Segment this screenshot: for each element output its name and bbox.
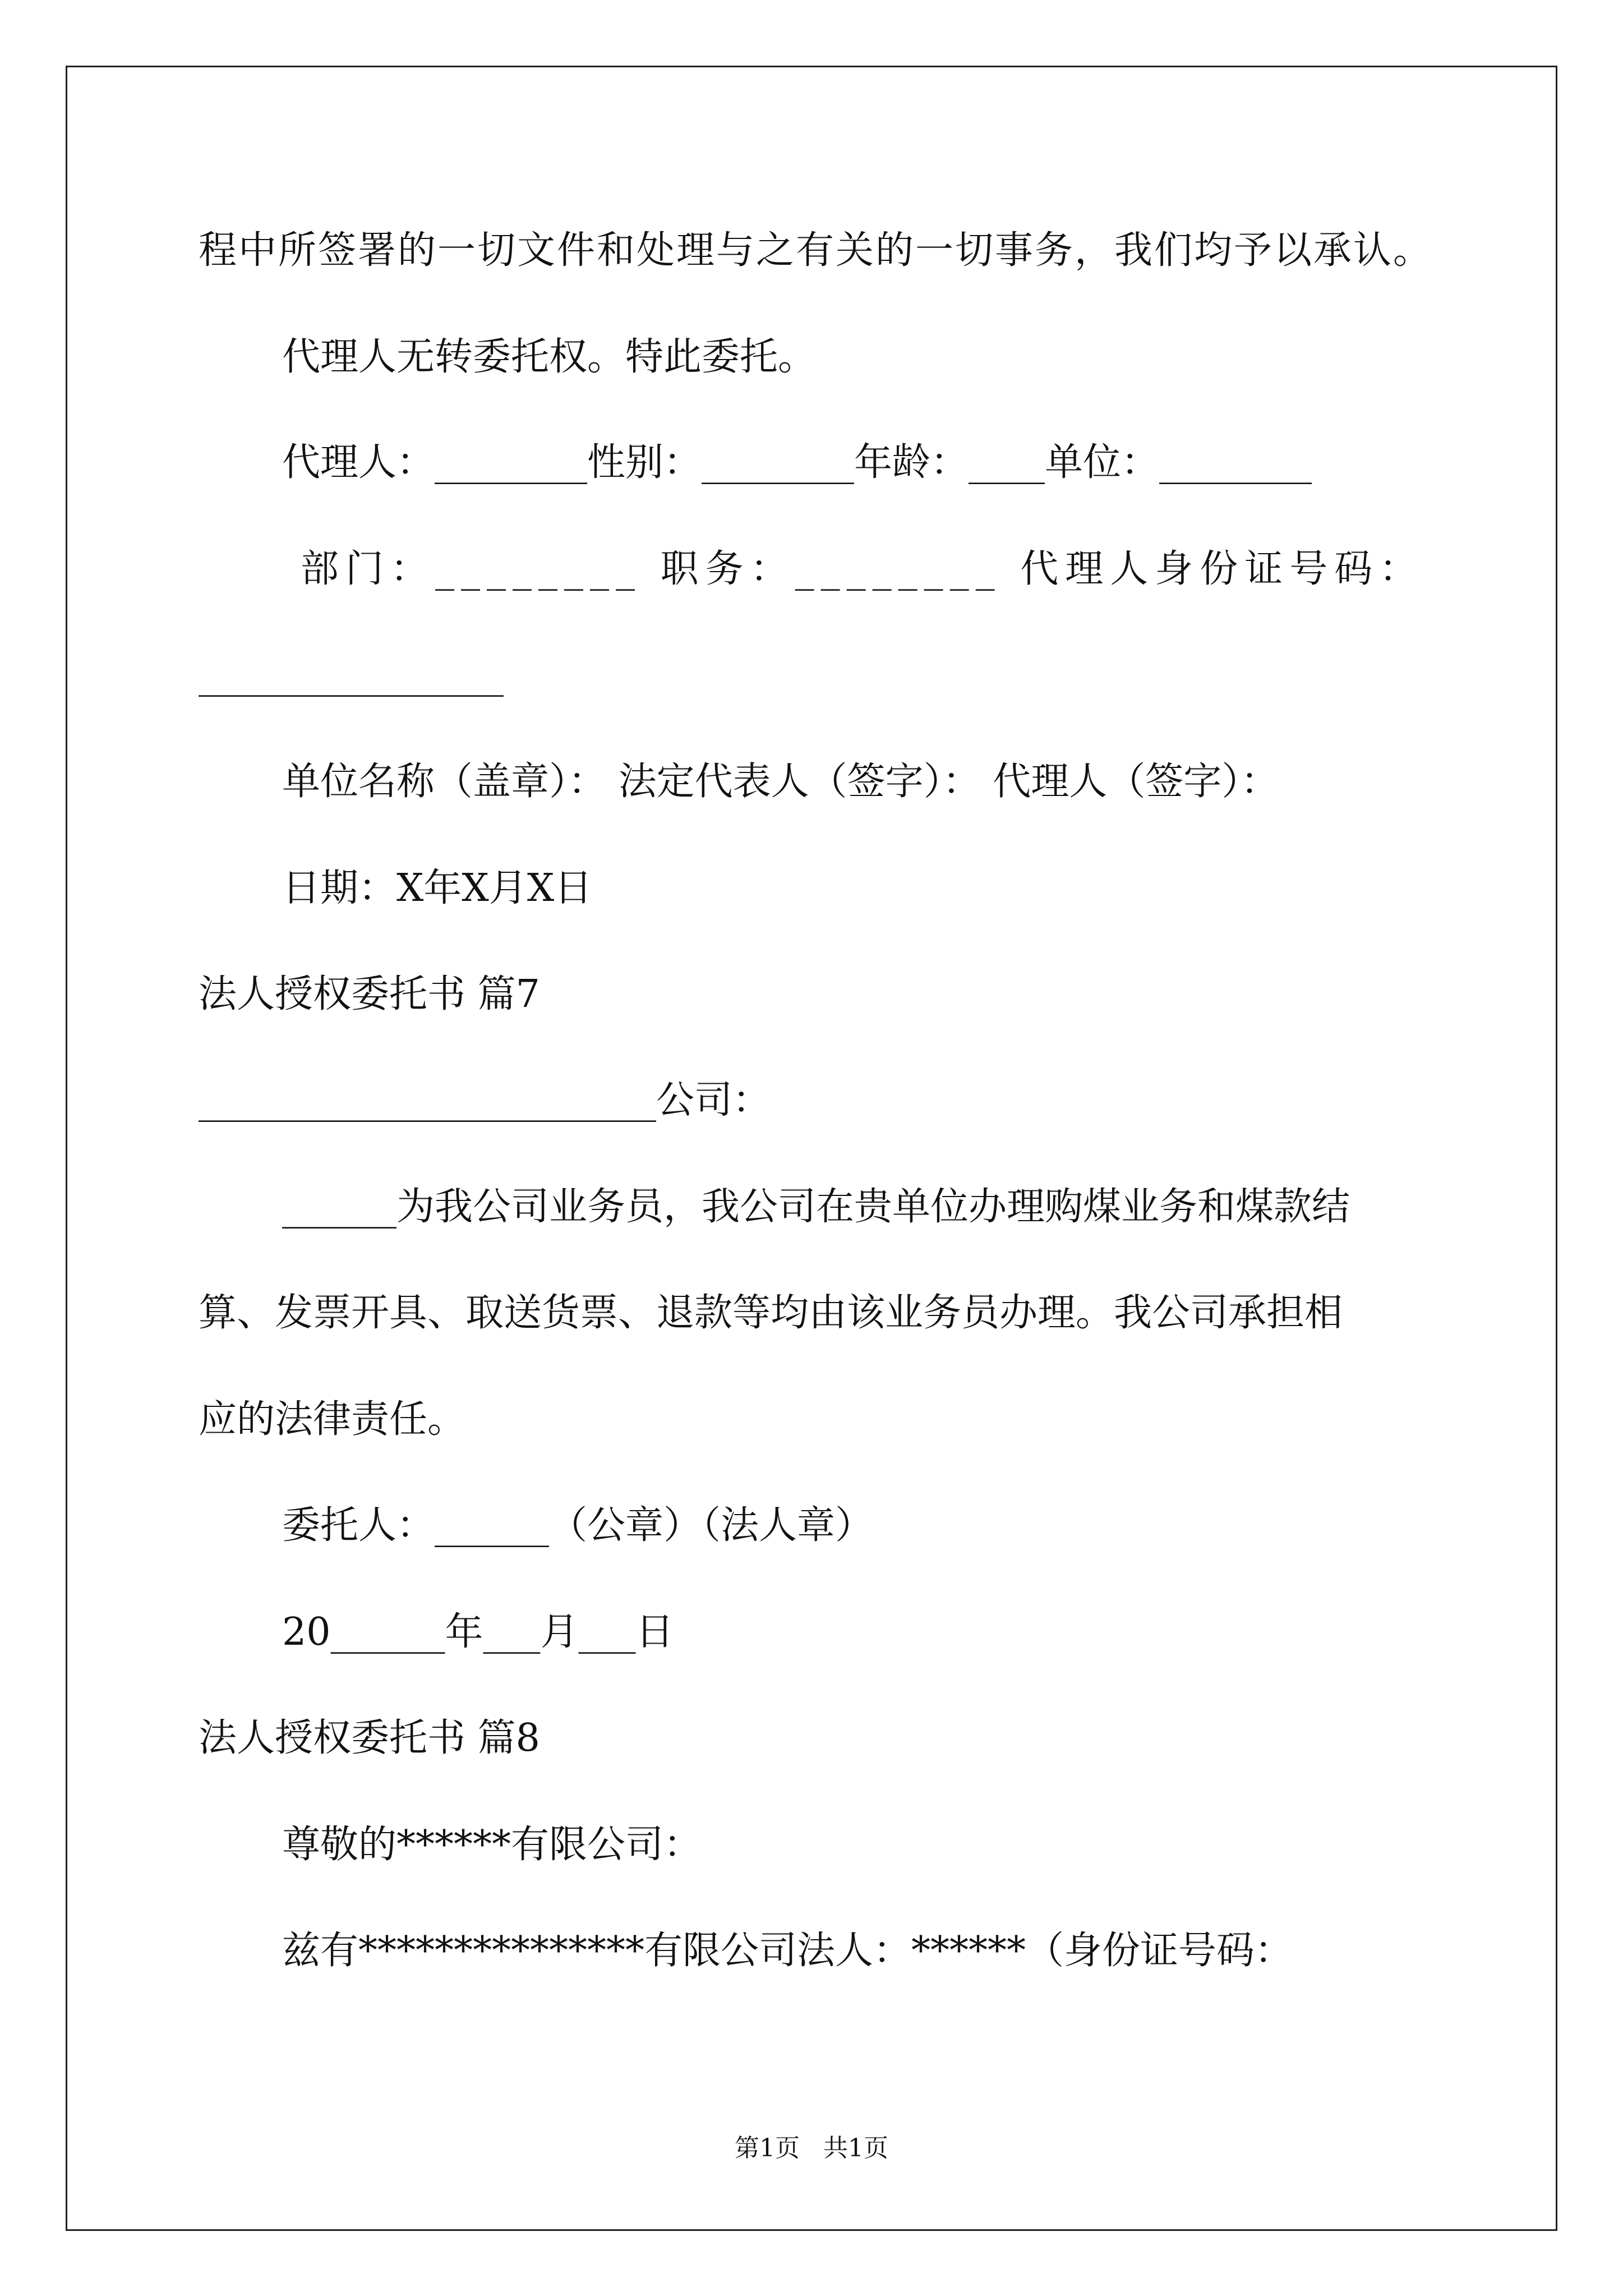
salutation-line: 尊敬的******有限公司： xyxy=(282,1823,702,1867)
paragraph-line: 算、发票开具、取送货票、退款等均由该业务员办理。我公司承担相 xyxy=(199,1291,1343,1335)
section-heading: 法人授权委托书 篇8 xyxy=(199,1716,540,1760)
page-border xyxy=(66,66,1557,2231)
form-field-line: 代理人：________性别：________年龄：____单位：________ xyxy=(282,440,1312,485)
addressee-line: ________________________公司： xyxy=(199,1078,771,1122)
paragraph-line: 程中所签署的一切文件和处理与之有关的一切事务，我们均予以承认。 xyxy=(199,228,1433,273)
paragraph-line: ______为我公司业务员，我公司在贵单位办理购煤业务和煤款结 xyxy=(282,1185,1350,1229)
paragraph-line: 代理人无转委托权。特此委托。 xyxy=(282,335,817,379)
paragraph-line: 兹有***************有限公司法人：******（身份证号码： xyxy=(282,1929,1293,1973)
section-heading: 法人授权委托书 篇7 xyxy=(199,972,540,1016)
blank-line: ________________ xyxy=(199,653,504,697)
signature-labels: 单位名称（盖章）： 法定代表人（签字）： 代理人（签字）： xyxy=(282,760,1279,804)
principal-line: 委托人：______（公章）（法人章） xyxy=(282,1503,874,1548)
form-field-line: 部门：________ 职务：________ 代理人身份证号码： xyxy=(301,547,1424,591)
date-line: 20______年___月___日 xyxy=(282,1610,674,1654)
date-line: 日期：X年X月X日 xyxy=(282,866,593,910)
paragraph-line: 应的法律责任。 xyxy=(199,1397,466,1442)
page-footer: 第1页 共1页 xyxy=(735,2134,888,2162)
